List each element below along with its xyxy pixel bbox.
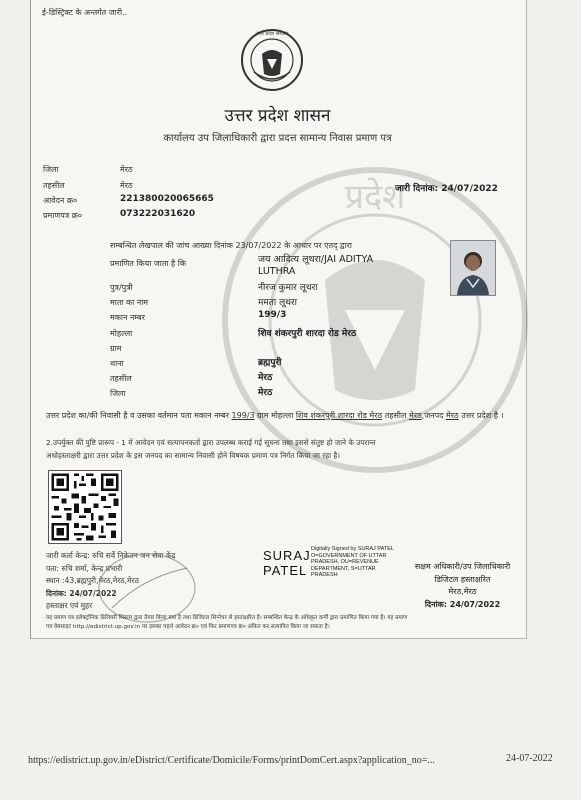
para1-text-c: तहसील bbox=[384, 411, 407, 420]
residence-paragraph bbox=[46, 409, 516, 422]
detail-value-tehsil: मेरठ bbox=[258, 373, 273, 383]
para1-text-e: उत्तर प्रदेश है । bbox=[461, 411, 504, 420]
page-title: उत्तर प्रदेश शासन bbox=[224, 106, 331, 126]
authority-location: मेरठ,मेरठ bbox=[448, 587, 477, 596]
applicant-photo bbox=[450, 240, 496, 296]
signature-detail-5: PRADESH bbox=[311, 572, 338, 578]
detail-label-mother: माता का नाम bbox=[110, 298, 149, 307]
signature-detail-3: PRADESH, OU=REVENUE bbox=[311, 559, 379, 565]
detail-value-mother: ममता लूथरा bbox=[258, 298, 297, 308]
digital-signature bbox=[263, 548, 311, 578]
detail-label-parent: पुत्र/पुत्री bbox=[110, 283, 133, 292]
intro-text: सम्बन्धित लेखपाल की जांच आख्या दिनांक 23/07/2022 के आधार पर एतद् द्वारा bbox=[110, 241, 352, 250]
info-value-district: मेरठ bbox=[120, 165, 133, 174]
detail-value-district: मेरठ bbox=[258, 388, 273, 398]
issuer-signature-label: हस्ताक्षर एवं मुहर bbox=[46, 601, 93, 610]
qr-code-icon bbox=[48, 470, 122, 544]
emblem-text: उत्तर प्रदेश सरकार bbox=[255, 31, 289, 37]
detail-value-mohalla: शिव शंकरपुरी शारदा रोड मेरठ bbox=[258, 329, 357, 339]
state-emblem-icon bbox=[240, 28, 304, 92]
info-label-tehsil: तहसील bbox=[43, 181, 65, 190]
info-value-application-no: 221380020065665 bbox=[120, 194, 214, 204]
top-note: ई-डिस्ट्रिक्ट के अन्तर्गत जारी.. bbox=[42, 8, 128, 17]
detail-label-mohalla: मोहल्ला bbox=[110, 329, 133, 338]
detail-value-house: 199/3 bbox=[258, 310, 287, 320]
detail-label-tehsil: तहसील bbox=[110, 374, 132, 383]
verification-line-1: 2.उपर्युक्त की पुष्टि प्रारूप - 1 में आवेदन एवं सत्यापनकर्ता द्वारा उपलब्ध कराई गई सूचना तथा इससे संतुष्ट हो जाने के उपरान्त bbox=[46, 438, 376, 447]
info-value-tehsil: मेरठ bbox=[120, 181, 133, 190]
verification-line-2: अधोहस्ताक्षरी द्वारा उत्तर प्रदेश के इस जनपद का सामान्य निवासी होने विषयक प्रमाण पत्र निर्गत किया जा रहा है। bbox=[46, 451, 340, 460]
detail-label-certified: प्रमाणित किया जाता है कि bbox=[110, 259, 187, 268]
issuer-address: पता: रुचि शर्मा, केन्द्र प्रभारी bbox=[46, 563, 123, 573]
para1-text-b: ग्राम मोहल्ला bbox=[257, 411, 294, 420]
detail-label-village: ग्राम bbox=[110, 344, 122, 353]
info-label-certificate-no: प्रमाणपत्र क्र० bbox=[43, 211, 82, 220]
detail-value-parent: नीरज कुमार लूथरा bbox=[258, 283, 318, 293]
footer-date: 24-07-2022 bbox=[506, 753, 553, 764]
authority-block bbox=[400, 561, 525, 611]
authority-digital-signed: डिजिटल हस्ताक्षरित bbox=[434, 574, 491, 584]
para1-text-d: ,जनपद bbox=[421, 411, 444, 420]
para1-district: मेरठ bbox=[445, 411, 459, 420]
detail-label-district: जिला bbox=[110, 389, 126, 398]
disclaimer bbox=[46, 614, 522, 632]
detail-value-name: जय आदित्य लूथरा/JAI ADITYA bbox=[258, 254, 374, 265]
info-label-application-no: आवेदन क्र० bbox=[43, 196, 78, 205]
detail-label-house: मकान नम्बर bbox=[110, 313, 145, 322]
signer-name-line-1: SURAJ bbox=[263, 548, 311, 563]
para1-text-a: उत्तर प्रदेश का/की निवासी है व उसका वर्तमान पता मकान नम्बर bbox=[46, 411, 229, 420]
watermark-emblem-icon bbox=[215, 160, 535, 480]
detail-label-police-station: थाना bbox=[110, 359, 124, 368]
para1-tehsil: मेरठ bbox=[408, 411, 422, 420]
signer-name-line-2: PATEL bbox=[263, 563, 308, 578]
info-label-district: जिला bbox=[43, 165, 59, 174]
detail-value-name-cont: LUTHRA bbox=[258, 266, 296, 277]
signature-details bbox=[311, 546, 394, 579]
issuer-date: दिनांक: 24/07/2022 bbox=[46, 588, 117, 598]
issue-date: जारी दिनांक: 24/07/2022 bbox=[395, 184, 498, 194]
verification-paragraph bbox=[46, 436, 518, 462]
disclaimer-line-2: पत्र वेबसाइट http://edistrict.up.gov.in पर इसका पहले आवेदन क्र० एवं फिर प्रमाणपत्र क्र० अंकित कर,सत्यापित किया जा सकता है। bbox=[46, 624, 330, 630]
person-photo-icon bbox=[451, 241, 495, 295]
issuer-center: जारी कर्ता केन्द्र: रुचि सर्वे निकेतन जन सेवा केंद्र bbox=[46, 551, 176, 560]
signature-detail-1: Digitally Signed by SURAJ PATEL bbox=[311, 546, 394, 552]
detail-value-police-station: ब्रह्मपुरी bbox=[258, 358, 282, 368]
page-subtitle: कार्यालय उप जिलाधिकारी द्वारा प्रदत्त सामान्य निवास प्रमाण पत्र bbox=[163, 133, 392, 144]
para1-house: 199/3 bbox=[231, 411, 255, 420]
footer-url[interactable]: https://edistrict.up.gov.in/eDistrict/Certificate/Domicile/Forms/printDomCert.aspx?application_no=... bbox=[28, 755, 435, 766]
para1-mohalla: शिव शंकरपुरी शारदा रोड मेरठ bbox=[295, 411, 383, 420]
issuer-location: स्थान :43,ब्रह्मपुरी,मेरठ,मेरठ,मेरठ bbox=[46, 576, 139, 585]
signature-detail-4: DEPARTMENT, S=UTTAR bbox=[311, 565, 376, 572]
svg-text:प्रदेश: प्रदेश bbox=[344, 177, 406, 217]
signature-detail-2: O=GOVERNMENT OF UTTAR bbox=[311, 552, 387, 559]
disclaimer-line-1: यह प्रमाण पत्र इलेक्ट्रॉनिक डिलिवरी सिस्टम द्वारा तैयार किया गया है तथा डिजिटल सिग्नेचर से हस्ताक्षरित है। सम्बन्धित केन्द्र के अधिकृत कर्मी द्वारा प्रमाणित किया गया है। यह प्रमाण bbox=[46, 615, 408, 621]
info-value-certificate-no: 073222031620 bbox=[120, 209, 196, 219]
authority-title: सक्षम अधिकारी/उप जिलाधिकारी bbox=[414, 562, 511, 571]
authority-date: दिनांक: 24/07/2022 bbox=[424, 599, 501, 609]
